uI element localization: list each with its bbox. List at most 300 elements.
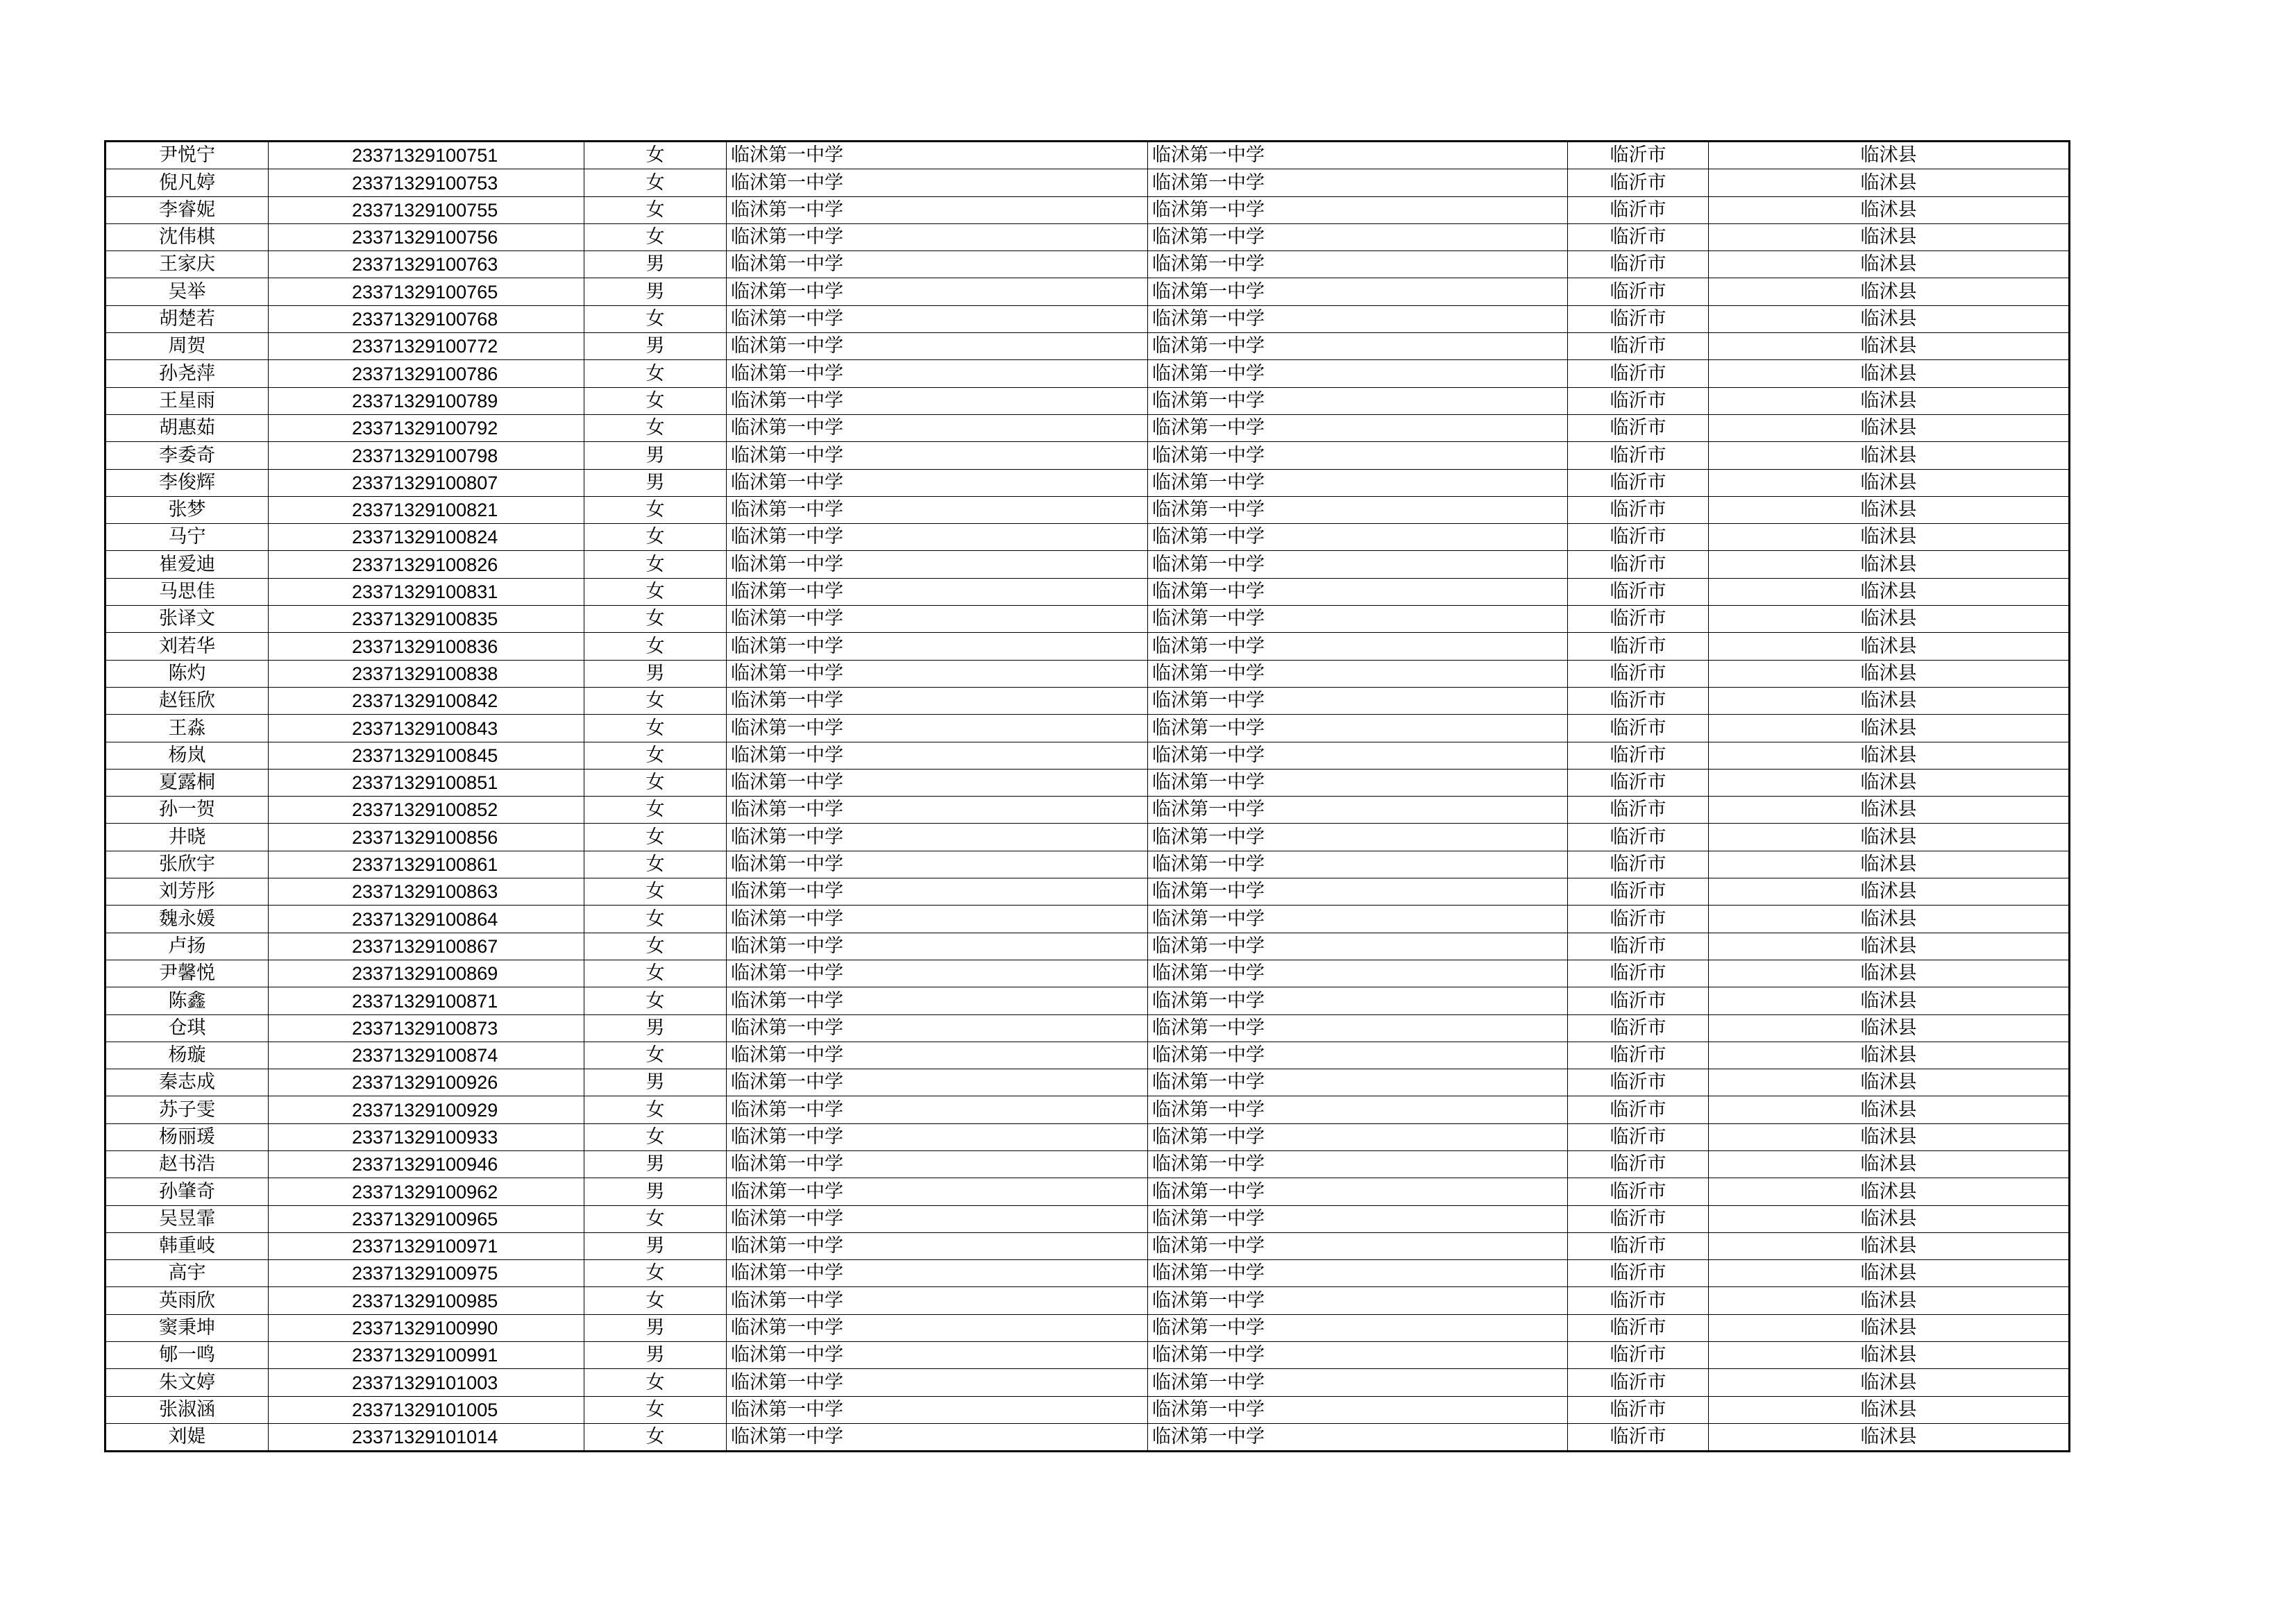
student-name-cell: 刘若华	[105, 633, 269, 660]
city-cell: 临沂市	[1568, 606, 1709, 633]
exam-number-cell: 23371329100991	[269, 1342, 584, 1369]
city-cell: 临沂市	[1568, 987, 1709, 1014]
school-cell: 临沭第一中学	[727, 742, 1148, 769]
table-row	[105, 1042, 2070, 1069]
table-row	[105, 633, 2070, 660]
roster-body	[105, 142, 2070, 1452]
school-cell: 临沭第一中学	[727, 1042, 1148, 1069]
exam-number-cell: 23371329100789	[269, 387, 584, 414]
exam-number-cell: 23371329100838	[269, 660, 584, 687]
gender-cell: 女	[584, 305, 727, 332]
county-cell: 临沭县	[1709, 1232, 2070, 1259]
registered-school-cell: 临沭第一中学	[1148, 1314, 1568, 1341]
school-cell: 临沭第一中学	[727, 333, 1148, 360]
gender-cell: 男	[584, 333, 727, 360]
exam-number-cell: 23371329101014	[269, 1423, 584, 1451]
exam-number-cell: 23371329100852	[269, 797, 584, 824]
city-cell: 临沂市	[1568, 578, 1709, 605]
student-name-cell: 韩重岐	[105, 1232, 269, 1259]
city-cell: 临沂市	[1568, 769, 1709, 796]
exam-number-cell: 23371329100756	[269, 223, 584, 250]
registered-school-cell: 临沭第一中学	[1148, 1014, 1568, 1042]
gender-cell: 女	[584, 578, 727, 605]
city-cell: 临沂市	[1568, 524, 1709, 551]
county-cell: 临沭县	[1709, 906, 2070, 933]
county-cell: 临沭县	[1709, 1423, 2070, 1451]
exam-number-cell: 23371329100985	[269, 1287, 584, 1314]
city-cell: 临沂市	[1568, 251, 1709, 278]
gender-cell: 女	[584, 1260, 727, 1287]
exam-number-cell: 23371329100798	[269, 442, 584, 469]
table-row	[105, 1396, 2070, 1423]
student-name-cell: 刘媞	[105, 1423, 269, 1451]
exam-number-cell: 23371329100755	[269, 196, 584, 223]
gender-cell: 女	[584, 824, 727, 851]
gender-cell: 女	[584, 933, 727, 960]
registered-school-cell: 临沭第一中学	[1148, 469, 1568, 496]
city-cell: 临沂市	[1568, 687, 1709, 714]
registered-school-cell: 临沭第一中学	[1148, 933, 1568, 960]
registered-school-cell: 临沭第一中学	[1148, 551, 1568, 578]
exam-number-cell: 23371329100990	[269, 1314, 584, 1341]
school-cell: 临沭第一中学	[727, 142, 1148, 169]
school-cell: 临沭第一中学	[727, 360, 1148, 387]
gender-cell: 女	[584, 551, 727, 578]
gender-cell: 男	[584, 1314, 727, 1341]
table-row	[105, 851, 2070, 878]
student-name-cell: 尹悦宁	[105, 142, 269, 169]
school-cell: 临沭第一中学	[727, 469, 1148, 496]
city-cell: 临沂市	[1568, 1205, 1709, 1232]
student-name-cell: 杨岚	[105, 742, 269, 769]
city-cell: 临沂市	[1568, 1069, 1709, 1096]
school-cell: 临沭第一中学	[727, 1396, 1148, 1423]
exam-number-cell: 23371329100867	[269, 933, 584, 960]
gender-cell: 女	[584, 1205, 727, 1232]
gender-cell: 女	[584, 1096, 727, 1123]
student-name-cell: 胡惠茹	[105, 414, 269, 441]
registered-school-cell: 临沭第一中学	[1148, 142, 1568, 169]
exam-number-cell: 23371329100965	[269, 1205, 584, 1232]
registered-school-cell: 临沭第一中学	[1148, 1123, 1568, 1150]
exam-number-cell: 23371329101005	[269, 1396, 584, 1423]
table-row	[105, 1342, 2070, 1369]
school-cell: 临沭第一中学	[727, 305, 1148, 332]
exam-number-cell: 23371329100869	[269, 960, 584, 987]
registered-school-cell: 临沭第一中学	[1148, 606, 1568, 633]
registered-school-cell: 临沭第一中学	[1148, 196, 1568, 223]
table-row	[105, 578, 2070, 605]
school-cell: 临沭第一中学	[727, 442, 1148, 469]
student-name-cell: 孙肇奇	[105, 1178, 269, 1205]
county-cell: 临沭县	[1709, 223, 2070, 250]
gender-cell: 男	[584, 469, 727, 496]
registered-school-cell: 临沭第一中学	[1148, 1423, 1568, 1451]
exam-number-cell: 23371329100975	[269, 1260, 584, 1287]
registered-school-cell: 临沭第一中学	[1148, 169, 1568, 196]
gender-cell: 女	[584, 742, 727, 769]
student-name-cell: 杨丽瑗	[105, 1123, 269, 1150]
county-cell: 临沭县	[1709, 960, 2070, 987]
county-cell: 临沭县	[1709, 687, 2070, 714]
exam-number-cell: 23371329100807	[269, 469, 584, 496]
school-cell: 临沭第一中学	[727, 223, 1148, 250]
school-cell: 临沭第一中学	[727, 1314, 1148, 1341]
exam-number-cell: 23371329100772	[269, 333, 584, 360]
student-name-cell: 英雨欣	[105, 1287, 269, 1314]
city-cell: 临沂市	[1568, 1150, 1709, 1178]
exam-number-cell: 23371329100871	[269, 987, 584, 1014]
student-name-cell: 王家庆	[105, 251, 269, 278]
gender-cell: 女	[584, 715, 727, 742]
student-name-cell: 李睿妮	[105, 196, 269, 223]
city-cell: 临沂市	[1568, 1369, 1709, 1396]
school-cell: 临沭第一中学	[727, 251, 1148, 278]
exam-number-cell: 23371329100946	[269, 1150, 584, 1178]
registered-school-cell: 临沭第一中学	[1148, 1178, 1568, 1205]
table-row	[105, 1260, 2070, 1287]
registered-school-cell: 临沭第一中学	[1148, 1369, 1568, 1396]
table-row	[105, 906, 2070, 933]
county-cell: 临沭县	[1709, 1014, 2070, 1042]
exam-number-cell: 23371329101003	[269, 1369, 584, 1396]
school-cell: 临沭第一中学	[727, 824, 1148, 851]
gender-cell: 女	[584, 769, 727, 796]
registered-school-cell: 临沭第一中学	[1148, 1096, 1568, 1123]
student-name-cell: 杨璇	[105, 1042, 269, 1069]
exam-number-cell: 23371329100826	[269, 551, 584, 578]
student-name-cell: 仓琪	[105, 1014, 269, 1042]
student-name-cell: 王星雨	[105, 387, 269, 414]
registered-school-cell: 临沭第一中学	[1148, 960, 1568, 987]
exam-number-cell: 23371329100843	[269, 715, 584, 742]
gender-cell: 女	[584, 1369, 727, 1396]
exam-number-cell: 23371329100792	[269, 414, 584, 441]
school-cell: 临沭第一中学	[727, 851, 1148, 878]
student-name-cell: 李俊辉	[105, 469, 269, 496]
school-cell: 临沭第一中学	[727, 578, 1148, 605]
registered-school-cell: 临沭第一中学	[1148, 496, 1568, 523]
city-cell: 临沂市	[1568, 1178, 1709, 1205]
table-row	[105, 142, 2070, 169]
county-cell: 临沭县	[1709, 1342, 2070, 1369]
student-name-cell: 郇一鸣	[105, 1342, 269, 1369]
table-row	[105, 551, 2070, 578]
gender-cell: 男	[584, 660, 727, 687]
gender-cell: 女	[584, 987, 727, 1014]
county-cell: 临沭县	[1709, 715, 2070, 742]
county-cell: 临沭县	[1709, 1178, 2070, 1205]
exam-number-cell: 23371329100929	[269, 1096, 584, 1123]
city-cell: 临沂市	[1568, 824, 1709, 851]
table-row	[105, 1423, 2070, 1451]
student-name-cell: 马思佳	[105, 578, 269, 605]
student-name-cell: 夏露桐	[105, 769, 269, 796]
school-cell: 临沭第一中学	[727, 878, 1148, 906]
city-cell: 临沂市	[1568, 851, 1709, 878]
city-cell: 临沂市	[1568, 223, 1709, 250]
registered-school-cell: 临沭第一中学	[1148, 1396, 1568, 1423]
table-row	[105, 715, 2070, 742]
student-name-cell: 魏永媛	[105, 906, 269, 933]
student-name-cell: 窦秉坤	[105, 1314, 269, 1341]
city-cell: 临沂市	[1568, 633, 1709, 660]
student-name-cell: 倪凡婷	[105, 169, 269, 196]
exam-number-cell: 23371329100863	[269, 878, 584, 906]
city-cell: 临沂市	[1568, 1287, 1709, 1314]
student-name-cell: 王淼	[105, 715, 269, 742]
school-cell: 临沭第一中学	[727, 169, 1148, 196]
school-cell: 临沭第一中学	[727, 633, 1148, 660]
gender-cell: 女	[584, 524, 727, 551]
table-row	[105, 1123, 2070, 1150]
county-cell: 临沭县	[1709, 1260, 2070, 1287]
exam-number-cell: 23371329100873	[269, 1014, 584, 1042]
student-name-cell: 卢扬	[105, 933, 269, 960]
county-cell: 临沭县	[1709, 769, 2070, 796]
registered-school-cell: 临沭第一中学	[1148, 278, 1568, 305]
city-cell: 临沂市	[1568, 1232, 1709, 1259]
county-cell: 临沭县	[1709, 333, 2070, 360]
student-name-cell: 高宇	[105, 1260, 269, 1287]
gender-cell: 女	[584, 223, 727, 250]
registered-school-cell: 临沭第一中学	[1148, 1150, 1568, 1178]
county-cell: 临沭县	[1709, 1069, 2070, 1096]
county-cell: 临沭县	[1709, 360, 2070, 387]
table-row	[105, 1369, 2070, 1396]
gender-cell: 女	[584, 797, 727, 824]
student-name-cell: 秦志成	[105, 1069, 269, 1096]
registered-school-cell: 临沭第一中学	[1148, 687, 1568, 714]
exam-number-cell: 23371329100836	[269, 633, 584, 660]
gender-cell: 女	[584, 1042, 727, 1069]
county-cell: 临沭县	[1709, 933, 2070, 960]
county-cell: 临沭县	[1709, 1205, 2070, 1232]
student-name-cell: 孙尧萍	[105, 360, 269, 387]
school-cell: 临沭第一中学	[727, 660, 1148, 687]
county-cell: 临沭县	[1709, 169, 2070, 196]
county-cell: 临沭县	[1709, 1042, 2070, 1069]
table-row	[105, 742, 2070, 769]
registered-school-cell: 临沭第一中学	[1148, 742, 1568, 769]
student-name-cell: 孙一贺	[105, 797, 269, 824]
city-cell: 临沂市	[1568, 1096, 1709, 1123]
county-cell: 临沭县	[1709, 1123, 2070, 1150]
student-name-cell: 沈伟棋	[105, 223, 269, 250]
registered-school-cell: 临沭第一中学	[1148, 360, 1568, 387]
city-cell: 临沂市	[1568, 1014, 1709, 1042]
gender-cell: 男	[584, 1232, 727, 1259]
school-cell: 临沭第一中学	[727, 1178, 1148, 1205]
school-cell: 临沭第一中学	[727, 933, 1148, 960]
registered-school-cell: 临沭第一中学	[1148, 524, 1568, 551]
gender-cell: 男	[584, 1069, 727, 1096]
gender-cell: 女	[584, 1423, 727, 1451]
county-cell: 临沭县	[1709, 305, 2070, 332]
registered-school-cell: 临沭第一中学	[1148, 223, 1568, 250]
student-name-cell: 胡楚若	[105, 305, 269, 332]
exam-number-cell: 23371329100971	[269, 1232, 584, 1259]
student-name-cell: 张译文	[105, 606, 269, 633]
city-cell: 临沂市	[1568, 169, 1709, 196]
registered-school-cell: 临沭第一中学	[1148, 1069, 1568, 1096]
exam-number-cell: 23371329100926	[269, 1069, 584, 1096]
gender-cell: 男	[584, 1342, 727, 1369]
gender-cell: 男	[584, 1178, 727, 1205]
registered-school-cell: 临沭第一中学	[1148, 851, 1568, 878]
registered-school-cell: 临沭第一中学	[1148, 1287, 1568, 1314]
student-name-cell: 陈灼	[105, 660, 269, 687]
registered-school-cell: 临沭第一中学	[1148, 660, 1568, 687]
table-row	[105, 387, 2070, 414]
county-cell: 临沭县	[1709, 1287, 2070, 1314]
school-cell: 临沭第一中学	[727, 1096, 1148, 1123]
gender-cell: 女	[584, 633, 727, 660]
county-cell: 临沭县	[1709, 1369, 2070, 1396]
school-cell: 临沭第一中学	[727, 1014, 1148, 1042]
city-cell: 临沂市	[1568, 305, 1709, 332]
registered-school-cell: 临沭第一中学	[1148, 1205, 1568, 1232]
school-cell: 临沭第一中学	[727, 606, 1148, 633]
gender-cell: 女	[584, 1396, 727, 1423]
registered-school-cell: 临沭第一中学	[1148, 251, 1568, 278]
city-cell: 临沂市	[1568, 742, 1709, 769]
school-cell: 临沭第一中学	[727, 387, 1148, 414]
county-cell: 临沭县	[1709, 1096, 2070, 1123]
registered-school-cell: 临沭第一中学	[1148, 906, 1568, 933]
gender-cell: 女	[584, 1287, 727, 1314]
registered-school-cell: 临沭第一中学	[1148, 414, 1568, 441]
gender-cell: 男	[584, 278, 727, 305]
exam-number-cell: 23371329100864	[269, 906, 584, 933]
city-cell: 临沂市	[1568, 360, 1709, 387]
city-cell: 临沂市	[1568, 715, 1709, 742]
county-cell: 临沭县	[1709, 742, 2070, 769]
exam-number-cell: 23371329100933	[269, 1123, 584, 1150]
student-roster-table	[104, 140, 2070, 1452]
table-row	[105, 496, 2070, 523]
table-row	[105, 1069, 2070, 1096]
student-name-cell: 马宁	[105, 524, 269, 551]
registered-school-cell: 临沭第一中学	[1148, 387, 1568, 414]
registered-school-cell: 临沭第一中学	[1148, 578, 1568, 605]
city-cell: 临沂市	[1568, 660, 1709, 687]
gender-cell: 女	[584, 142, 727, 169]
table-row	[105, 878, 2070, 906]
student-name-cell: 吴昱霏	[105, 1205, 269, 1232]
exam-number-cell: 23371329100842	[269, 687, 584, 714]
county-cell: 临沭县	[1709, 387, 2070, 414]
table-row	[105, 1014, 2070, 1042]
county-cell: 临沭县	[1709, 469, 2070, 496]
table-row	[105, 660, 2070, 687]
registered-school-cell: 临沭第一中学	[1148, 987, 1568, 1014]
county-cell: 临沭县	[1709, 606, 2070, 633]
registered-school-cell: 临沭第一中学	[1148, 1042, 1568, 1069]
registered-school-cell: 临沭第一中学	[1148, 769, 1568, 796]
county-cell: 临沭县	[1709, 1396, 2070, 1423]
table-row	[105, 414, 2070, 441]
county-cell: 临沭县	[1709, 142, 2070, 169]
city-cell: 临沂市	[1568, 933, 1709, 960]
registered-school-cell: 临沭第一中学	[1148, 305, 1568, 332]
gender-cell: 女	[584, 196, 727, 223]
county-cell: 临沭县	[1709, 824, 2070, 851]
exam-number-cell: 23371329100845	[269, 742, 584, 769]
student-name-cell: 刘芳彤	[105, 878, 269, 906]
school-cell: 临沭第一中学	[727, 715, 1148, 742]
table-row	[105, 606, 2070, 633]
county-cell: 临沭县	[1709, 278, 2070, 305]
student-name-cell: 张梦	[105, 496, 269, 523]
exam-number-cell: 23371329100835	[269, 606, 584, 633]
school-cell: 临沭第一中学	[727, 524, 1148, 551]
county-cell: 临沭县	[1709, 1150, 2070, 1178]
school-cell: 临沭第一中学	[727, 1287, 1148, 1314]
exam-number-cell: 23371329100861	[269, 851, 584, 878]
city-cell: 临沂市	[1568, 414, 1709, 441]
exam-number-cell: 23371329100768	[269, 305, 584, 332]
registered-school-cell: 临沭第一中学	[1148, 878, 1568, 906]
city-cell: 临沂市	[1568, 469, 1709, 496]
table-row	[105, 1232, 2070, 1259]
school-cell: 临沭第一中学	[727, 1369, 1148, 1396]
county-cell: 临沭县	[1709, 660, 2070, 687]
student-name-cell: 崔爱迪	[105, 551, 269, 578]
school-cell: 临沭第一中学	[727, 414, 1148, 441]
table-row	[105, 223, 2070, 250]
student-name-cell: 吴举	[105, 278, 269, 305]
city-cell: 临沂市	[1568, 333, 1709, 360]
exam-number-cell: 23371329100821	[269, 496, 584, 523]
county-cell: 临沭县	[1709, 496, 2070, 523]
table-row	[105, 278, 2070, 305]
student-name-cell: 张淑涵	[105, 1396, 269, 1423]
table-row	[105, 933, 2070, 960]
county-cell: 临沭县	[1709, 851, 2070, 878]
gender-cell: 男	[584, 1150, 727, 1178]
school-cell: 临沭第一中学	[727, 1232, 1148, 1259]
city-cell: 临沂市	[1568, 1260, 1709, 1287]
city-cell: 临沂市	[1568, 906, 1709, 933]
gender-cell: 女	[584, 878, 727, 906]
school-cell: 临沭第一中学	[727, 1205, 1148, 1232]
school-cell: 临沭第一中学	[727, 960, 1148, 987]
school-cell: 临沭第一中学	[727, 1342, 1148, 1369]
city-cell: 临沂市	[1568, 496, 1709, 523]
exam-number-cell: 23371329100874	[269, 1042, 584, 1069]
table-row	[105, 1205, 2070, 1232]
school-cell: 临沭第一中学	[727, 797, 1148, 824]
table-row	[105, 797, 2070, 824]
city-cell: 临沂市	[1568, 1423, 1709, 1451]
table-row	[105, 524, 2070, 551]
gender-cell: 女	[584, 387, 727, 414]
county-cell: 临沭县	[1709, 414, 2070, 441]
county-cell: 临沭县	[1709, 551, 2070, 578]
registered-school-cell: 临沭第一中学	[1148, 442, 1568, 469]
county-cell: 临沭县	[1709, 633, 2070, 660]
gender-cell: 女	[584, 360, 727, 387]
city-cell: 临沂市	[1568, 142, 1709, 169]
table-row	[105, 1287, 2070, 1314]
exam-number-cell: 23371329100962	[269, 1178, 584, 1205]
school-cell: 临沭第一中学	[727, 1150, 1148, 1178]
gender-cell: 女	[584, 960, 727, 987]
table-row	[105, 442, 2070, 469]
table-row	[105, 305, 2070, 332]
exam-number-cell: 23371329100753	[269, 169, 584, 196]
